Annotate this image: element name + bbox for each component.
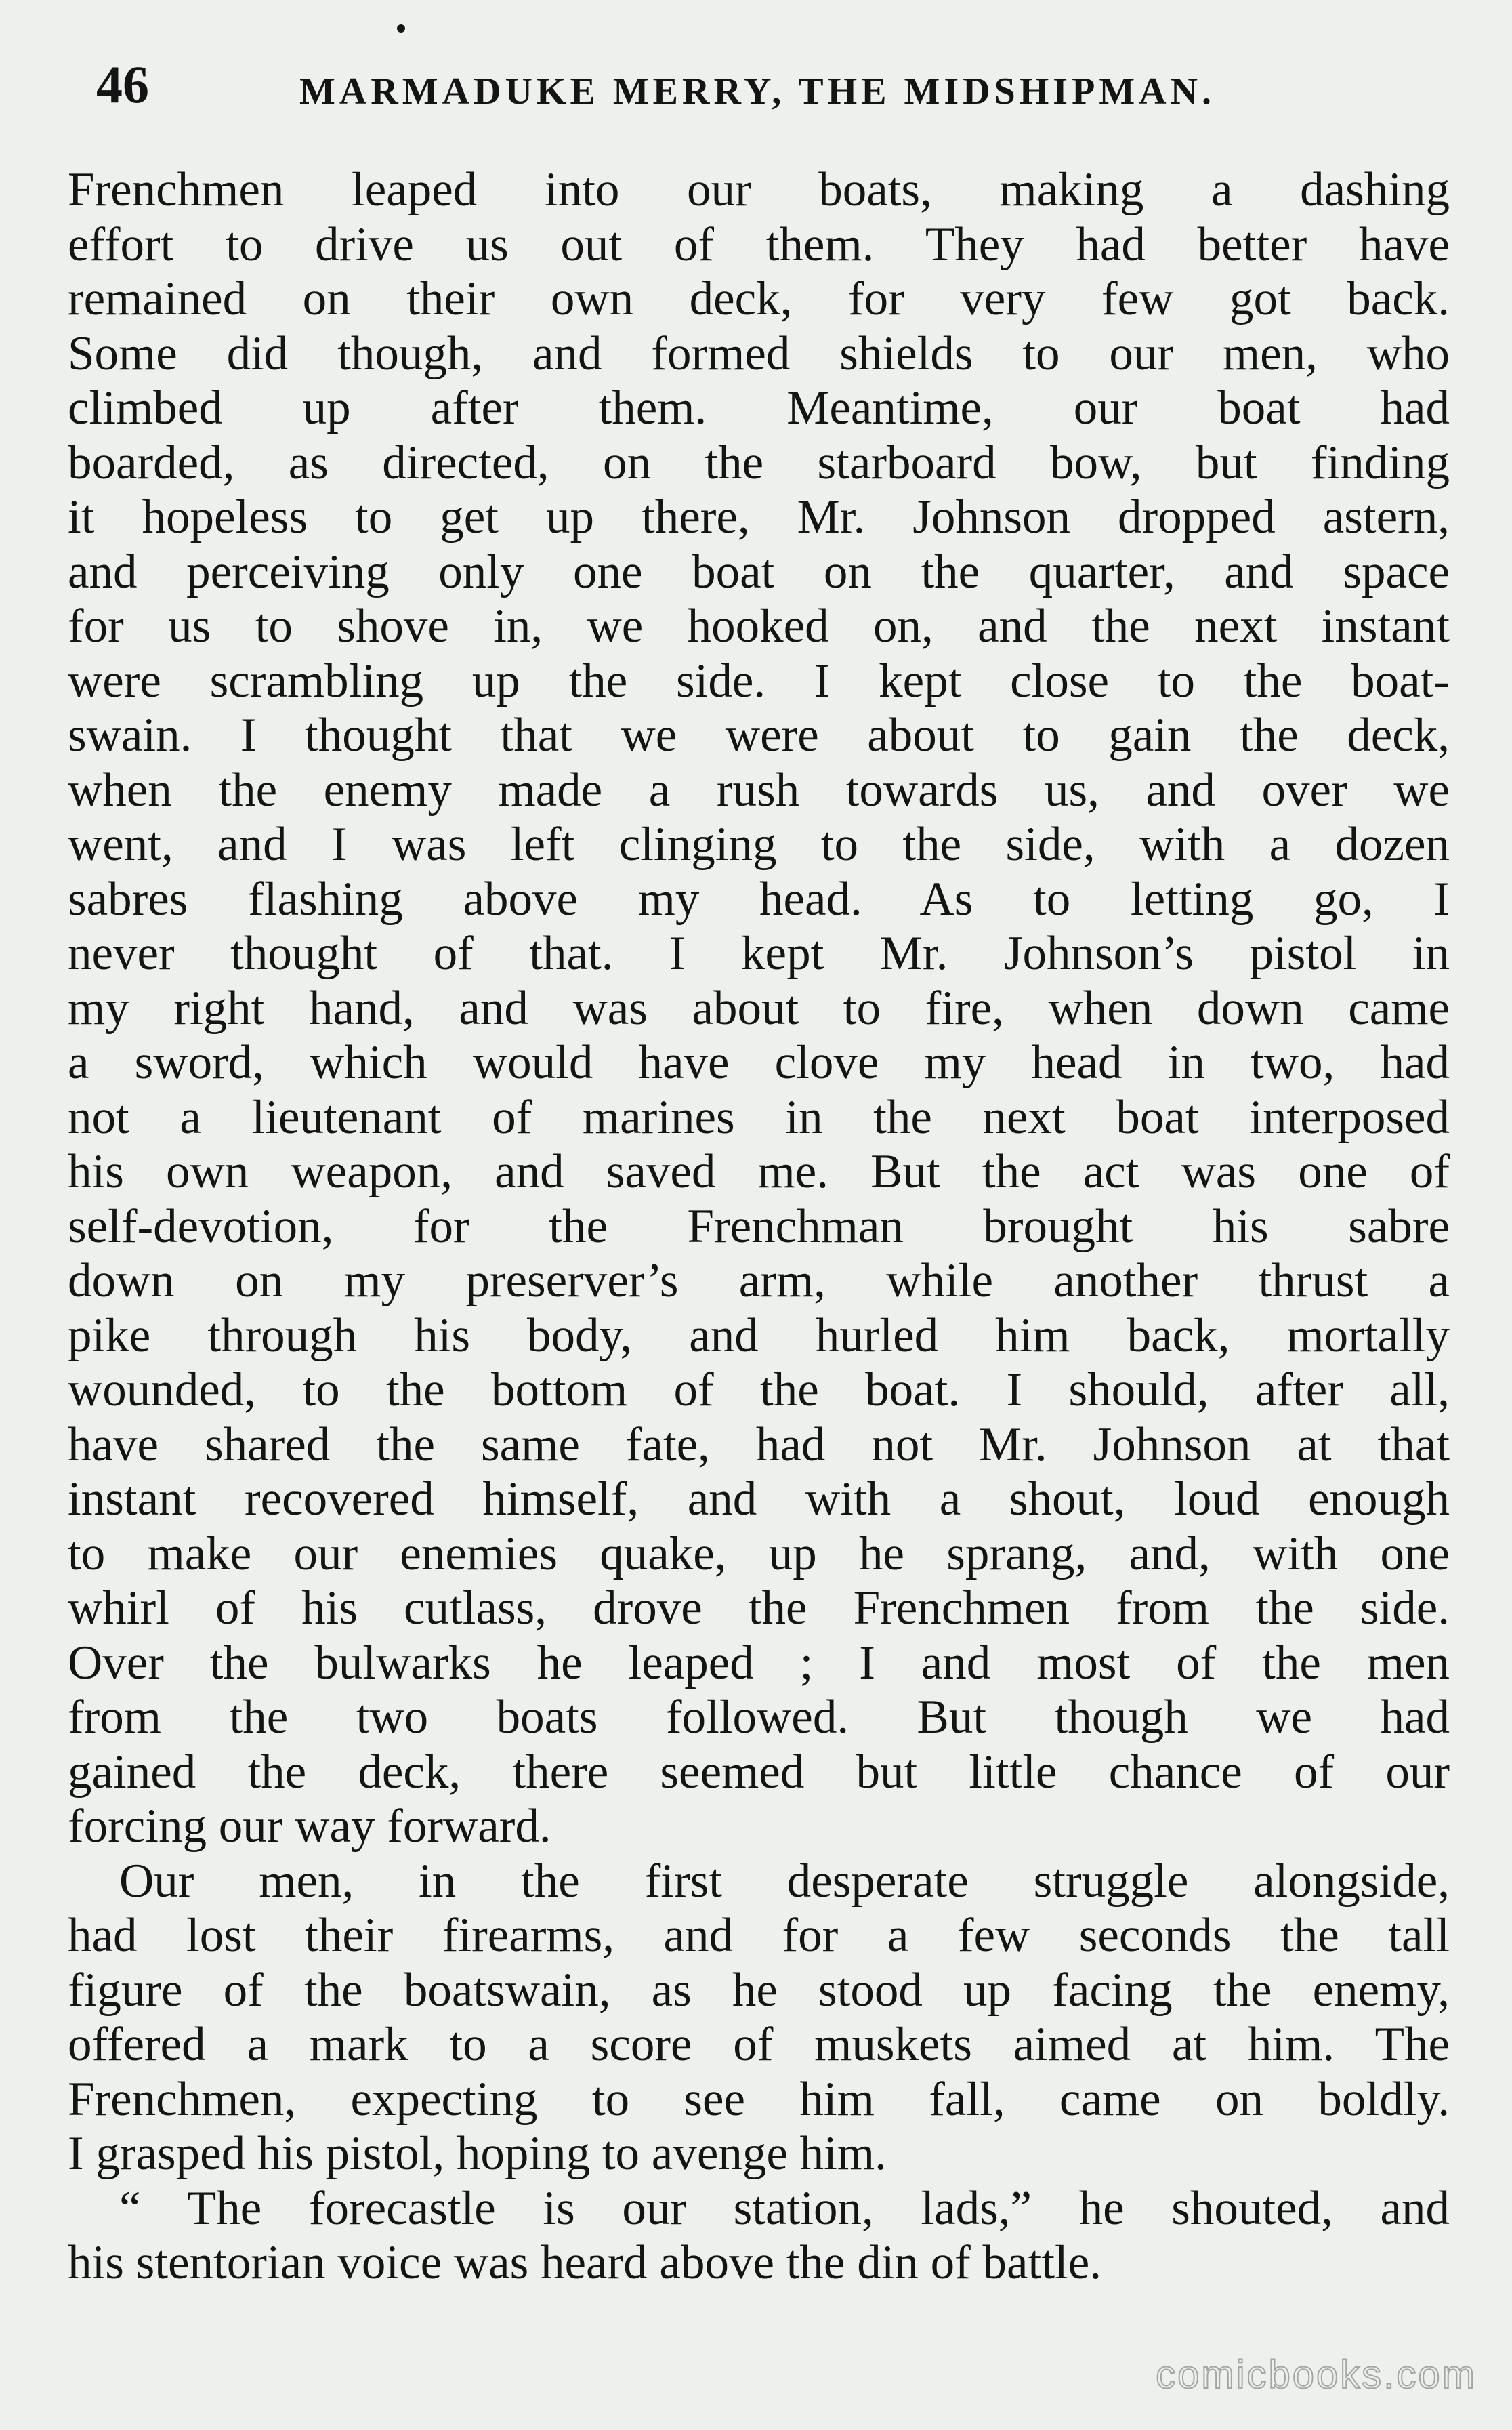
text-line: his own weapon, and saved me. But the act was one of	[68, 1145, 1450, 1198]
text-line: a sword, which would have clove my head in two, had	[68, 1036, 1450, 1089]
text-line: from the two boats followed. But though we had	[68, 1691, 1450, 1744]
text-line: figure of the boatswain, as he stood up facing the enemy,	[68, 1963, 1450, 2017]
text-line: to make our enemies quake, up he sprang, and, with one	[68, 1527, 1450, 1580]
body-text	[68, 163, 1450, 2290]
text-line: I grasped his pistol, hoping to avenge him.	[68, 2127, 887, 2180]
text-line: gained the deck, there seemed but little chance of our	[68, 1745, 1450, 1798]
text-line: pike through his body, and hurled him back, mortally	[68, 1309, 1450, 1362]
page-number: 46	[96, 55, 149, 114]
text-line: remained on their own deck, for very few got back.	[68, 272, 1450, 325]
text-line: climbed up after them. Meantime, our boat had	[68, 382, 1450, 434]
text-line: went, and I was left clinging to the side, with a dozen	[68, 818, 1450, 871]
text-line: whirl of his cutlass, drove the Frenchmen from the side.	[68, 1582, 1450, 1634]
text-line: when the enemy made a rush towards us, and over we	[68, 763, 1450, 817]
watermark: comicbooks.com	[1156, 2353, 1477, 2397]
text-line: boarded, as directed, on the starboard bow, but finding	[68, 436, 1450, 489]
running-head	[96, 47, 1444, 122]
text-line: down on my preserver’s arm, while another thrust a	[68, 1254, 1450, 1307]
text-line: have shared the same fate, had not Mr. Johnson at that	[68, 1418, 1450, 1471]
text-line: Some did though, and formed shields to our men, who	[68, 327, 1450, 380]
text-line: Frenchmen leaped into our boats, making a dashing	[68, 163, 1450, 216]
text-line: Over the bulwarks he leaped ; I and most of the men	[68, 1636, 1450, 1689]
ink-speck	[397, 24, 405, 33]
text-line: were scrambling up the side. I kept close to the boat-	[68, 654, 1450, 707]
text-line: and perceiving only one boat on the quarter, and space	[68, 545, 1450, 598]
text-line: my right hand, and was about to fire, when down came	[68, 981, 1450, 1035]
text-line: swain. I thought that we were about to gain the deck,	[68, 709, 1450, 762]
text-line: it hopeless to get up there, Mr. Johnson dropped astern,	[68, 491, 1450, 543]
text-line: offered a mark to a score of muskets aimed at him. The	[68, 2018, 1450, 2071]
text-line: “ The forecastle is our station, lads,” he shouted, and	[119, 2181, 1450, 2235]
text-line: had lost their firearms, and for a few seconds the tall	[68, 1909, 1450, 1962]
text-line: instant recovered himself, and with a shout, loud enough	[68, 1473, 1450, 1525]
text-line: Frenchmen, expecting to see him fall, came on boldly.	[68, 2072, 1450, 2126]
text-line: never thought of that. I kept Mr. Johnson’s pistol in	[68, 927, 1450, 980]
text-line: not a lieutenant of marines in the next boat interposed	[68, 1090, 1450, 1144]
text-line: forcing our way forward.	[68, 1800, 551, 1853]
text-line: Our men, in the first desperate struggle alongside,	[119, 1854, 1450, 1908]
text-line: for us to shove in, we hooked on, and the next instant	[68, 600, 1450, 653]
text-line: sabres flashing above my head. As to letting go, I	[68, 872, 1450, 926]
text-line: wounded, to the bottom of the boat. I should, after all,	[68, 1363, 1450, 1416]
text-line: his stentorian voice was heard above the din of battle.	[68, 2236, 1102, 2289]
running-title: MARMADUKE MERRY, THE MIDSHIPMAN.	[299, 70, 1216, 112]
text-line: effort to drive us out of them. They had better have	[68, 218, 1450, 271]
text-line: self-devotion, for the Frenchman brought his sabre	[68, 1199, 1450, 1253]
